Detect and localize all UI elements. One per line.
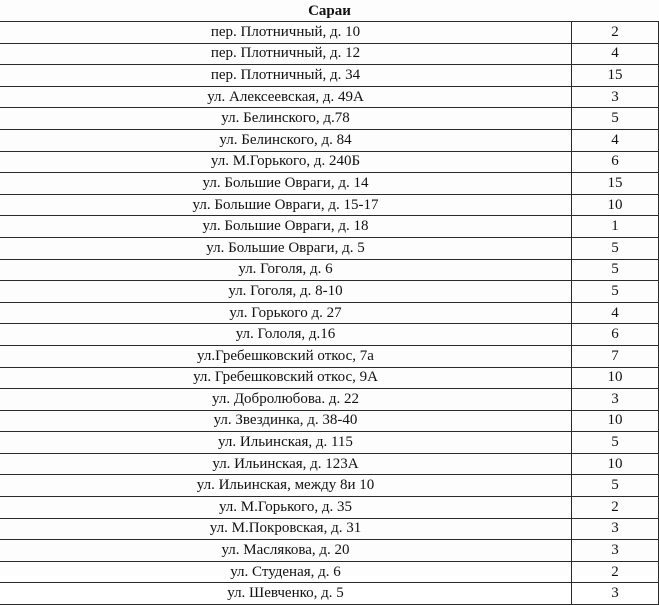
count-cell: 4 — [572, 129, 659, 151]
address-cell: ул. Белинского, д.78 — [0, 108, 572, 130]
table-row — [0, 151, 659, 173]
count-cell: 3 — [572, 518, 659, 540]
address-cell: ул. Большие Овраги, д. 18 — [0, 216, 572, 238]
table-row — [0, 410, 659, 432]
address-cell: пер. Плотничный, д. 34 — [0, 65, 572, 87]
count-cell: 5 — [572, 281, 659, 303]
address-cell: ул. Гоголя, д. 8-10 — [0, 281, 572, 303]
table-row — [0, 518, 659, 540]
count-cell: 15 — [572, 65, 659, 87]
address-cell: ул. Горького д. 27 — [0, 302, 572, 324]
count-cell: 3 — [572, 389, 659, 411]
count-cell: 3 — [572, 583, 659, 605]
table-row — [0, 540, 659, 562]
table-row — [0, 302, 659, 324]
table-row — [0, 259, 659, 281]
sheds-table — [0, 21, 659, 605]
count-cell: 6 — [572, 324, 659, 346]
address-cell: пер. Плотничный, д. 12 — [0, 43, 572, 65]
address-cell: ул.Гребешковский откос, 7а — [0, 345, 572, 367]
table-row — [0, 432, 659, 454]
table-row — [0, 216, 659, 238]
table-row — [0, 497, 659, 519]
table-row — [0, 43, 659, 65]
table-row — [0, 367, 659, 389]
count-cell: 2 — [572, 561, 659, 583]
count-cell: 5 — [572, 259, 659, 281]
count-cell: 2 — [572, 22, 659, 44]
table-row — [0, 583, 659, 605]
table-row — [0, 345, 659, 367]
count-cell: 6 — [572, 151, 659, 173]
table-row — [0, 108, 659, 130]
count-cell: 5 — [572, 237, 659, 259]
count-cell: 5 — [572, 108, 659, 130]
table-row — [0, 237, 659, 259]
count-cell: 4 — [572, 43, 659, 65]
address-cell: ул. Маслякова, д. 20 — [0, 540, 572, 562]
table-row — [0, 194, 659, 216]
address-cell: ул. Шевченко, д. 5 — [0, 583, 572, 605]
address-cell: ул. Алексеевская, д. 49А — [0, 86, 572, 108]
count-cell: 3 — [572, 540, 659, 562]
table-row — [0, 389, 659, 411]
address-cell: ул. Большие Овраги, д. 14 — [0, 173, 572, 195]
address-cell: ул. Ильинская, между 8и 10 — [0, 475, 572, 497]
address-cell: ул. Добролюбова. д. 22 — [0, 389, 572, 411]
table-row — [0, 22, 659, 44]
count-cell: 10 — [572, 453, 659, 475]
address-cell: ул. Звездинка, д. 38-40 — [0, 410, 572, 432]
count-cell: 1 — [572, 216, 659, 238]
address-cell: ул. Гоголя, д. 6 — [0, 259, 572, 281]
count-cell: 10 — [572, 410, 659, 432]
table-row — [0, 281, 659, 303]
count-cell: 15 — [572, 173, 659, 195]
address-cell: ул. Белинского, д. 84 — [0, 129, 572, 151]
table-row — [0, 173, 659, 195]
address-cell: ул. Ильинская, д. 123А — [0, 453, 572, 475]
address-cell: ул. Гололя, д.16 — [0, 324, 572, 346]
address-cell: ул. Студеная, д. 6 — [0, 561, 572, 583]
address-cell: ул. М.Горького, д. 35 — [0, 497, 572, 519]
count-cell: 2 — [572, 497, 659, 519]
count-cell: 3 — [572, 86, 659, 108]
table-row — [0, 86, 659, 108]
table-row — [0, 129, 659, 151]
address-cell: ул. М.Горького, д. 240Б — [0, 151, 572, 173]
address-cell: ул. Большие Овраги, д. 5 — [0, 237, 572, 259]
table-row — [0, 561, 659, 583]
table-title: Сараи — [308, 3, 351, 19]
table-body — [0, 22, 659, 605]
count-cell: 5 — [572, 432, 659, 454]
table-row — [0, 65, 659, 87]
address-cell: ул. М.Покровская, д. 31 — [0, 518, 572, 540]
table-row — [0, 475, 659, 497]
count-cell: 10 — [572, 367, 659, 389]
count-cell: 10 — [572, 194, 659, 216]
count-cell: 7 — [572, 345, 659, 367]
table-row — [0, 453, 659, 475]
count-cell: 4 — [572, 302, 659, 324]
address-cell: пер. Плотничный, д. 10 — [0, 22, 572, 44]
count-cell: 5 — [572, 475, 659, 497]
address-cell: ул. Ильинская, д. 115 — [0, 432, 572, 454]
table-row — [0, 324, 659, 346]
address-cell: ул. Большие Овраги, д. 15-17 — [0, 194, 572, 216]
address-cell: ул. Гребешковский откос, 9А — [0, 367, 572, 389]
